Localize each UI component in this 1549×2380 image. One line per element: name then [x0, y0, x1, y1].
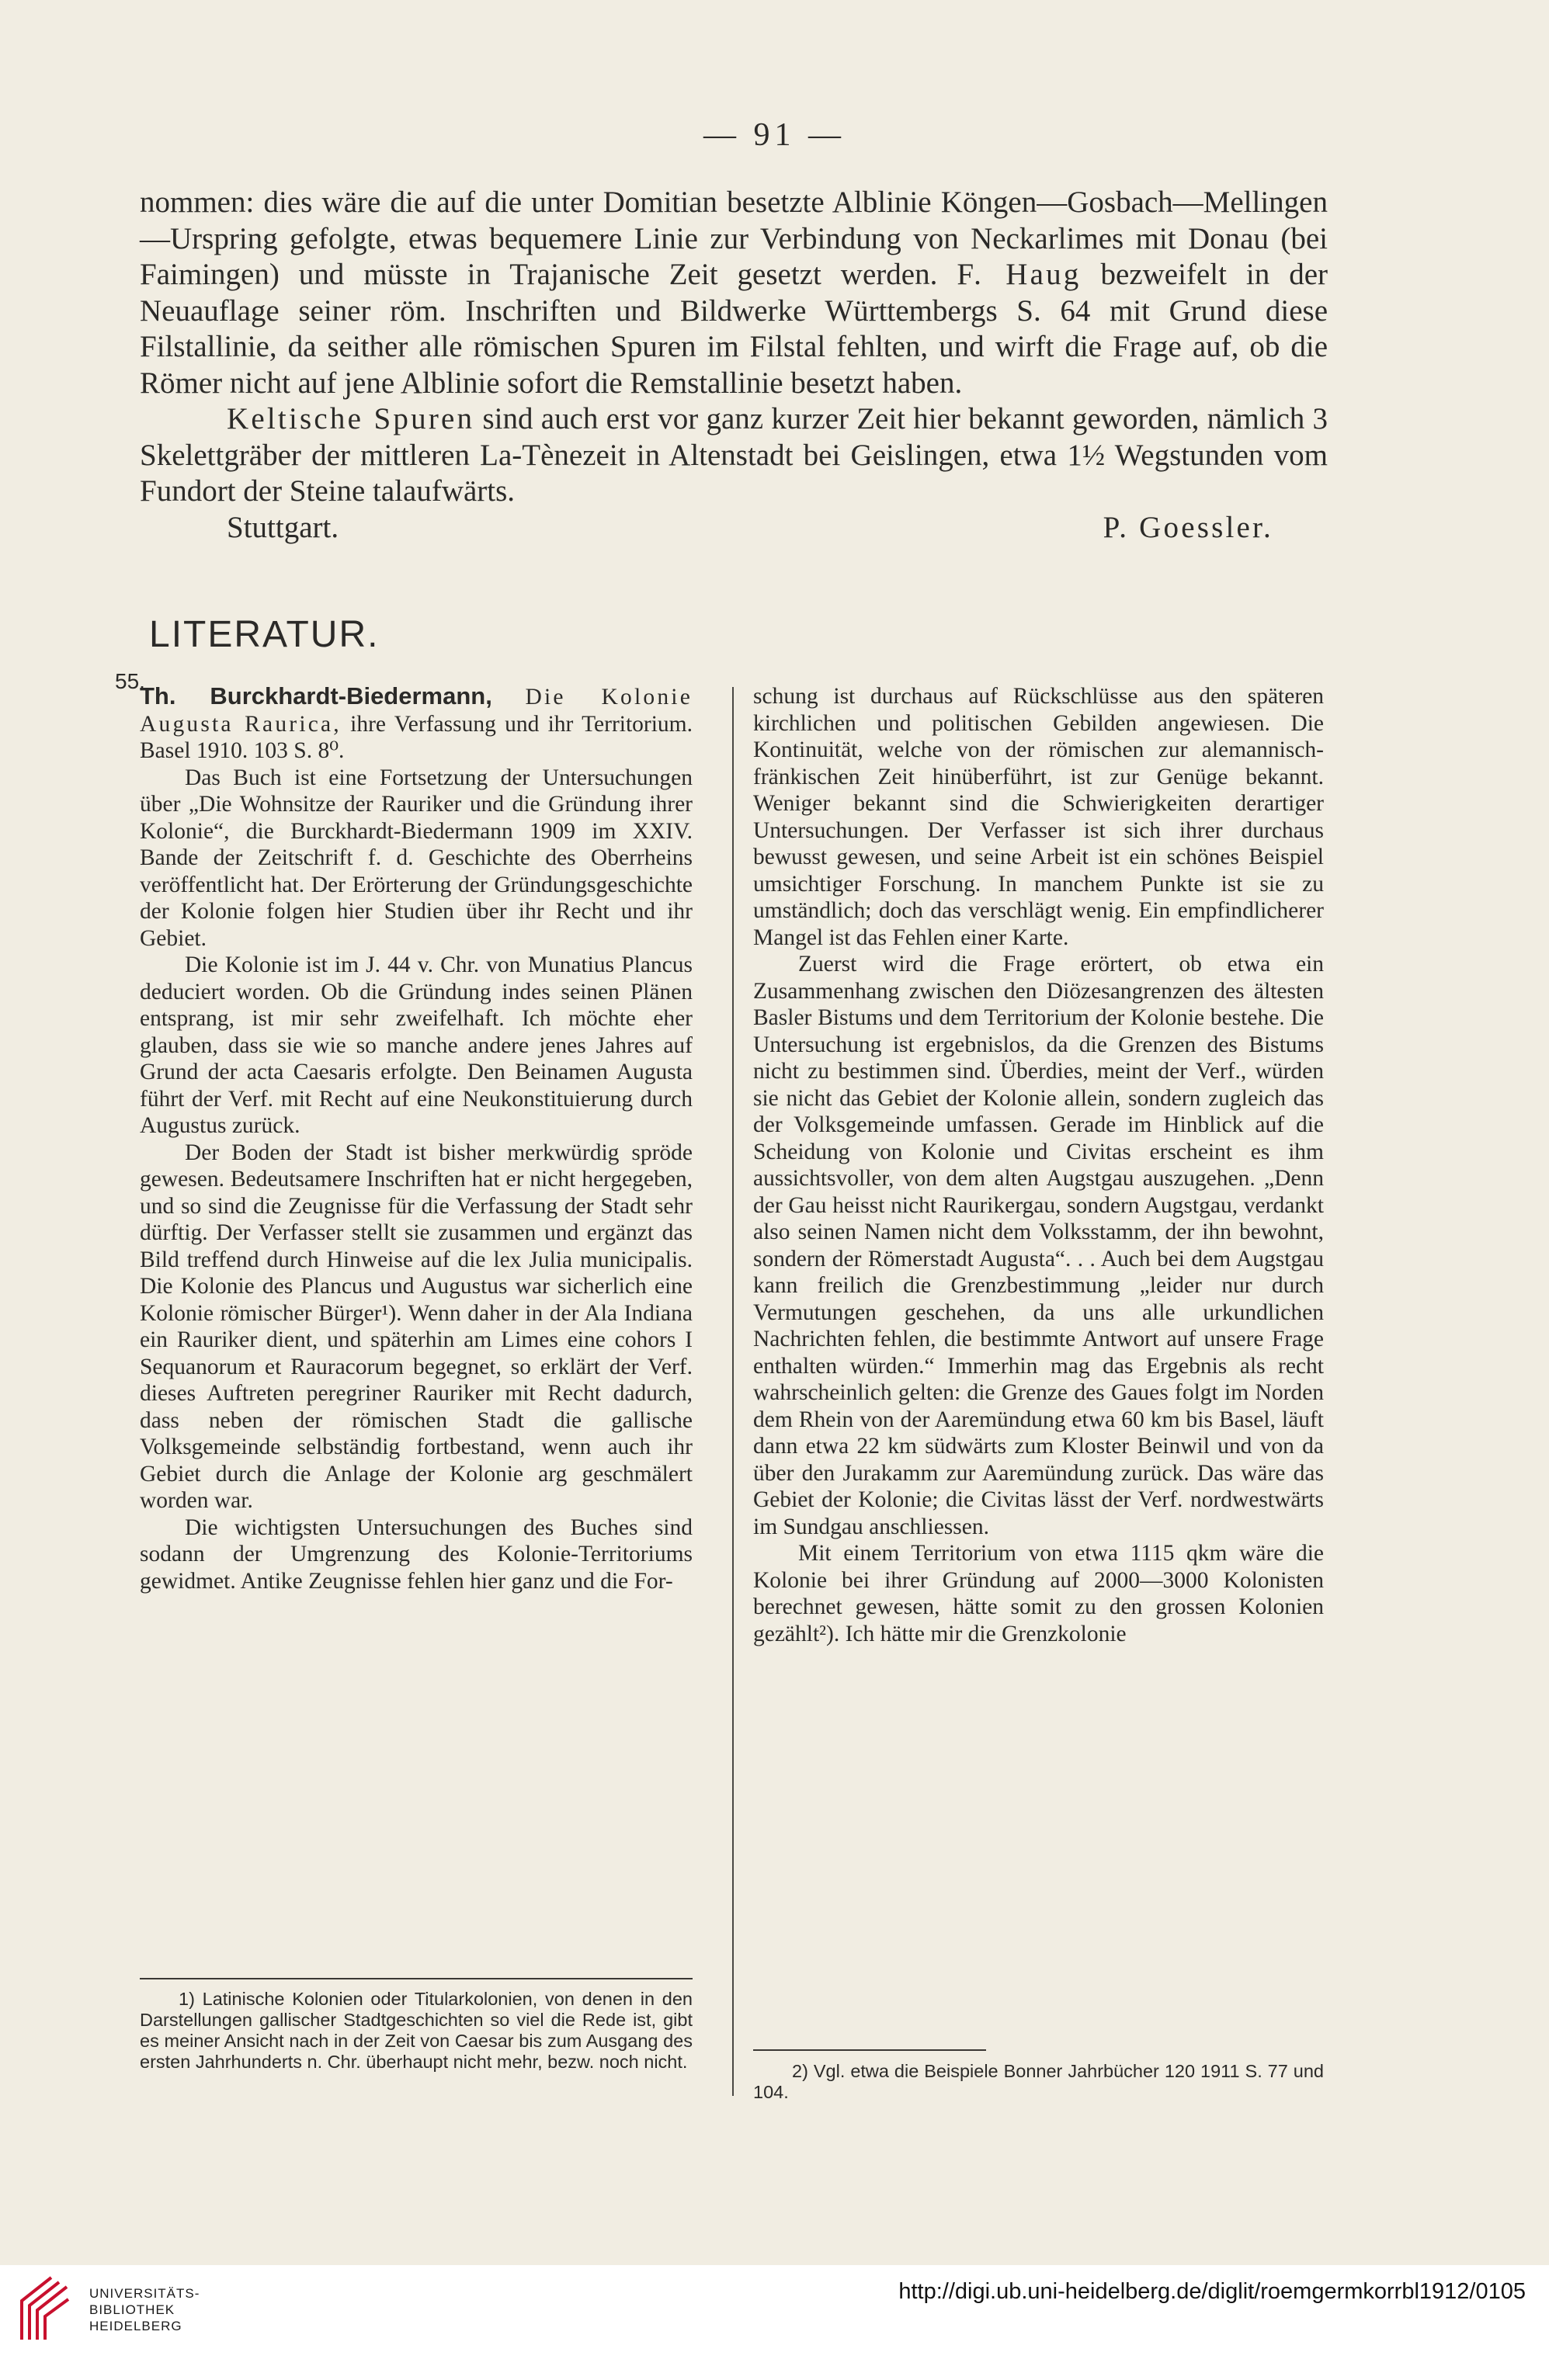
library-name-line: BIBLIOTHEK — [89, 2302, 175, 2317]
page-number: — 91 — — [703, 117, 846, 153]
intro-text-part: sind auch erst vor ganz kurzer Zeit hier bekannt geworden, nämlich 3 Skelettgräber der mittleren La-Tènezeit in Altenstadt bei Geislingen, etwa 1½ Wegstunden vom Fundort der Steine talaufwärts. — [140, 402, 1328, 508]
left-column — [140, 683, 693, 1594]
spaced-lead: Keltische Spuren — [227, 402, 475, 435]
footnote-rule — [753, 2049, 986, 2051]
intro-paragraph — [140, 401, 1328, 510]
library-name — [89, 2285, 200, 2334]
footer-bar — [0, 2265, 1549, 2380]
paragraph: Die Kolonie ist im J. 44 v. Chr. von Munatius Plancus deduciert worden. Ob die Gründung indes seinen Plänen entsprang, ist mir sehr zweifelhaft. Ich möchte eher glauben, dass sie wie so manche andere jenes Jahres auf Grund der acta Caesaris erfolgte. Den Beinamen Augusta führt der Verf. mit Recht auf eine Neukonstituierung durch Augustus zurück. — [140, 952, 693, 1138]
footnote-2 — [753, 2061, 1324, 2103]
paragraph: Die wichtigsten Untersuchungen des Buches sind sodann der Umgrenzung des Kolonie-Territoriums gewidmet. Antike Zeugnisse fehlen hier ganz und die For- — [140, 1514, 693, 1594]
footnote-text: 2) Vgl. etwa die Beispiele Bonner Jahrbücher 120 1911 S. 77 und 104. — [753, 2061, 1324, 2102]
signature-row — [140, 510, 1328, 546]
intro-text-part: bezweifelt in der Neuauflage seiner röm. Inschriften und Bildwerke Württembergs S. 64 mit Grund diese Filstallinie, da seither alle römischen Spuren im Filstal fehlten, und wirft die Frage auf, ob die Römer nicht auf jene Alblinie sofort die Remstallinie besetzt haben. — [140, 258, 1328, 400]
person-name: F. Haug — [957, 258, 1082, 291]
library-name-line: UNIVERSITÄTS- — [89, 2286, 200, 2301]
reviewed-author: Th. Burckhardt-Biedermann, — [140, 682, 492, 709]
intro-text-part: nommen: dies wäre die auf die unter Domitian besetzte Alblinie Köngen—Gosbach—Mellingen—Urspring gefolgte, etwas bequemere Linie zur Verbindung von Neckarlimes mit Donau (bei Faimingen) und müsste in Trajanische Zeit gesetzt werden. — [140, 186, 1328, 291]
footnote-text: 1) Latinische Kolonien oder Titularkolonien, von denen in den Darstellungen gallischer Stadtgeschichten so viel die Rede ist, gibt es meiner Ansicht nach in der Zeit von Caesar bis zum Ausgang des ersten Jahrhunderts n. Chr. überhaupt nicht mehr, bezw. noch nicht. — [140, 1989, 693, 2072]
paragraph: Zuerst wird die Frage erörtert, ob etwa ein Zusammenhang zwischen den Diözesangrenzen des ältesten Basler Bistums und dem Territorium der Kolonie bestehe. Die Untersuchung ist ergebnislos, da die Grenzen des Bistums nicht zu bestimmen sind. Überdies, meint der Verf., würden sie nicht das Gebiet der Kolonie allein, sondern zugleich das der Volksgemeinde umfassen. Gerade im Hinblick auf die Scheidung von Kolonie und Civitas erscheint es ihm aussichtsvoller, von dem alten Augstgau auszugehen. „Denn der Gau heisst nicht Raurikergau, sondern Augstgau, verdankt also seinen Namen nicht dem Volksstamm, der ihn bewohnt, sondern der Römerstadt Augusta“. . . Auch bei dem Augstgau kann freilich die Grenzbestimmung „leider nur durch Vermutungen geschehen, da uns alle urkundlichen Nachrichten fehlen, die bestimmte Antwort auf unsere Frage enthalten würden.“ Immerhin mag das Ergebnis als recht wahrscheinlich gelten: die Grenze des Gaues folgt im Norden dem Rhein von der Aaremündung etwa 60 km bis Basel, läuft dann etwa 22 km südwärts zum Kloster Beinwil und von da über den Jurakamm zur Aaremündung zurück. Das wäre das Gebiet der Kolonie; die Civitas lässt der Verf. nordwestwärts im Sundgau anschliessen. — [753, 952, 1324, 1539]
intro-paragraph — [140, 185, 1328, 401]
place: Stuttgart. — [227, 510, 339, 544]
paragraph: Das Buch ist eine Fortsetzung der Untersuchungen über „Die Wohnsitze der Rauriker und die Gründung ihrer Kolonie“, die Burckhardt-Biedermann 1909 im XXIV. Bande der Zeitschrift f. d. Geschichte des Oberrheins veröffentlicht hat. Der Erörterung der Gründungsgeschichte der Kolonie folgen hier Studien über ihr Recht und ihr Gebiet. — [140, 765, 693, 951]
reviewed-title: Die Kolonie Augusta Raurica, — [140, 685, 693, 737]
paragraph: Der Boden der Stadt ist bisher merkwürdig spröde gewesen. Bedeutsamere Inschriften hat er nicht hergegeben, und so sind die Zeugnisse für die Verfassung der Stadt sehr dürftig. Der Verfasser stellt sie zusammen und ergänzt das Bild treffend durch Hinweise auf die lex Julia municipalis. Die Kolonie des Plancus und Augustus war sicherlich eine Kolonie römischer Bürger¹). Wenn daher in der Ala Indiana ein Rauriker dient, und späterhin am Limes eine cohors I Sequanorum et Rauracorum begegnet, so erklärt der Verf. dieses Auftreten peregriner Rauriker mit Recht dadurch, dass neben der römischen Stadt die gallische Volksgemeinde selbständig fortbestand, wenn auch ihr Gebiet durch die Anlage der Kolonie arg geschmälert worden war. — [140, 1140, 693, 1513]
right-column — [753, 683, 1324, 1647]
column-divider — [732, 687, 734, 2096]
source-url-link[interactable]: http://digi.ub.uni-heidelberg.de/diglit/roemgermkorrbl1912/0105 — [898, 2279, 1526, 2304]
footnote-rule — [140, 1978, 693, 1979]
review-citation — [140, 683, 693, 765]
intro-text — [140, 185, 1328, 546]
library-logo-icon — [17, 2271, 73, 2343]
author-signature: P. Goessler. — [1103, 510, 1273, 544]
paragraph: Mit einem Territorium von etwa 1115 qkm wäre die Kolonie bei ihrer Gründung auf 2000—3000 Kolonisten berechnet gewesen, hätte somit zu den grossen Kolonien gezählt²). Ich hätte mir die Grenzkolonie — [753, 1541, 1324, 1646]
entry-number: 55. — [115, 669, 145, 693]
footnote-1 — [140, 1989, 693, 2073]
section-heading: LITERATUR. — [149, 614, 380, 655]
citation-details: ihre Verfassung und ihr Territorium. Basel 1910. 103 S. 8⁰. — [140, 711, 693, 763]
paragraph: schung ist durchaus auf Rückschlüsse aus den späteren kirchlichen und politischen Gebilden angewiesen. Die Kontinuität, welche von der römischen zur alemannisch-fränkischen Zeit hinüberführt, ist zur Genüge bekannt. Weniger bekannt sind die Schwierigkeiten derartiger Untersuchungen. Der Verfasser ist sich ihrer durchaus bewusst gewesen, und seine Arbeit ist ein schönes Beispiel umsichtiger Forschung. In manchem Punkte ist sie zu umständlich; doch das verschlägt wenig. Ein empfindlicherer Mangel ist das Fehlen einer Karte. — [753, 684, 1324, 950]
library-name-line: HEIDELBERG — [89, 2319, 182, 2333]
